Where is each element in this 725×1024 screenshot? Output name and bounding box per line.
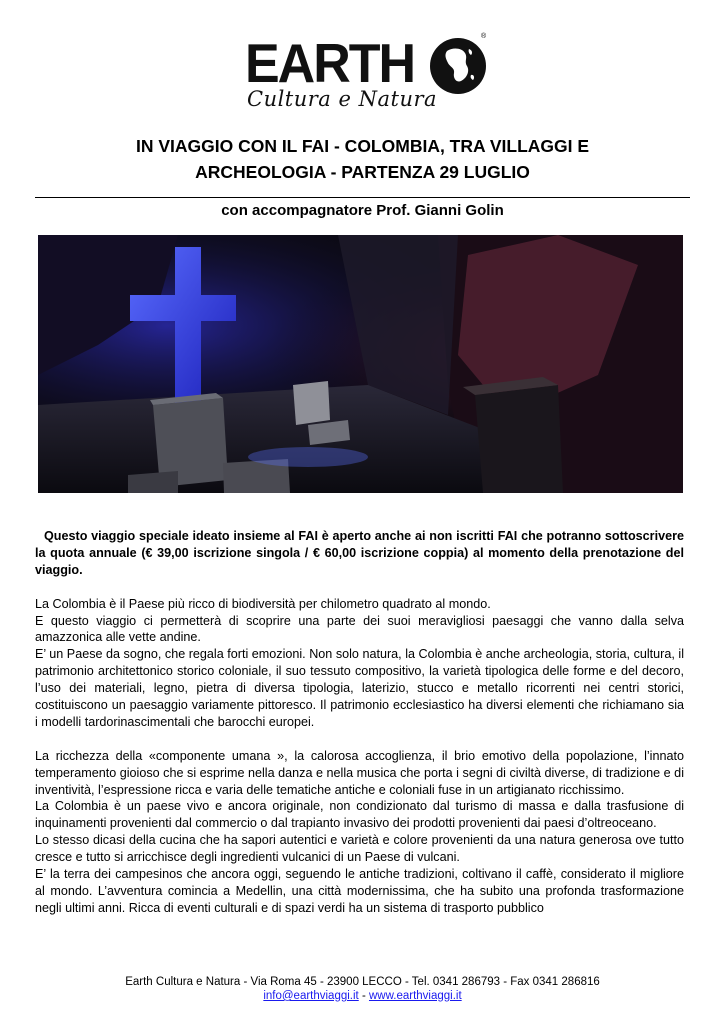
page-subtitle: con accompagnatore Prof. Gianni Golin <box>221 202 504 219</box>
paragraph: La ricchezza della «componente umana », la calorosa accoglienza, il brio emotivo della popolazione, l’innato temperamento gioioso che si esprime nella danza e nella musica che porta i segni di civiltà diverse, di tradizione e di inventività, l’espressione ricca e varia delle tematiche antiche e coloniali fuse in un artigianato ricchissimo. <box>35 748 684 797</box>
article-body <box>35 528 684 917</box>
website-link[interactable]: www.earthviaggi.it <box>368 990 462 1002</box>
title-line-1: IN VIAGGIO CON IL FAI - COLOMBIA, TRA VILLAGGI E <box>135 136 590 156</box>
paragraph-spacer <box>35 731 684 748</box>
page-title <box>60 133 665 185</box>
footer-separator: - <box>358 990 369 1002</box>
paragraph-spacer <box>35 579 684 596</box>
registered-mark: ® <box>481 33 487 40</box>
page-footer <box>35 975 690 1003</box>
paragraph: E’ un Paese da sogno, che regala forti emozioni. Non solo natura, la Colombia è anche archeologia, storia, cultura, il patrimonio architettonico storico coloniale, il suo tessuto compositivo, la varietà tipologica delle forme e del decoro, l’uso dei materiali, legno, pietra di diversa tipologia, laterizio, stucco e metallo ricorrenti nei centri storici, costituiscono un paesaggio variamente pittoresco. Il patrimonio ecclesiastico ha diversi elementi che richiamano sia i modelli tardorinascimentali che barocchi europei. <box>35 647 684 729</box>
paragraph: La Colombia è un paese vivo e ancora originale, non condizionato dal turismo di massa e dalla trasfusione di inquinamenti provenienti dal commercio o dal trapianto invasivo dei prodotti provenienti dai paesi d’oltreoceano. <box>35 799 684 831</box>
email-link[interactable]: info@earthviaggi.it <box>263 990 359 1002</box>
logo-wordmark: EARTH <box>245 33 415 95</box>
footer-links <box>35 989 690 1003</box>
paragraph: La Colombia è il Paese più ricco di biodiversità per chilometro quadrato al mondo. <box>35 596 491 611</box>
title-divider <box>35 197 690 198</box>
paragraph: E questo viaggio ci permetterà di scoprire una parte dei suoi meravigliosi paesaggi che vanno dalla selva amazzonica alle vette andine. <box>35 613 684 645</box>
earth-logo <box>243 33 493 113</box>
logo-tagline: Cultura e Natura <box>247 87 438 111</box>
paragraph: Lo stesso dicasi della cucina che ha sapori autentici e varietà e colore provenienti da una natura generosa ove tutto cresce e tutto si arricchisce degli ingredienti vulcanici di un Paese di vulcani. <box>35 833 684 865</box>
title-line-2: ARCHEOLOGIA - PARTENZA 29 LUGLIO <box>195 162 530 182</box>
footer-address: Earth Cultura e Natura - Via Roma 45 - 23900 LECCO - Tel. 0341 286793 - Fax 0341 286816 <box>125 976 600 988</box>
paragraph: E’ la terra dei campesinos che ancora oggi, seguendo le antiche tradizioni, coltivano il caffè, considerato il migliore al mondo. L’avventura comincia a Medellin, una città modernissima, che ha subito una profonda trasformazione negli ultimi anni. Ricca di eventi culturali e di spazi verdi ha un sistema di trasporto pubblico <box>35 867 684 915</box>
cathedral-photo <box>38 235 683 493</box>
intro-paragraph: Questo viaggio speciale ideato insieme al FAI è aperto anche ai non iscritti FAI che potranno sottoscrivere la quota annuale (€ 39,00 iscrizione singola / € 60,00 iscrizione coppia) al momento della prenotazione del viaggio. <box>35 529 684 577</box>
